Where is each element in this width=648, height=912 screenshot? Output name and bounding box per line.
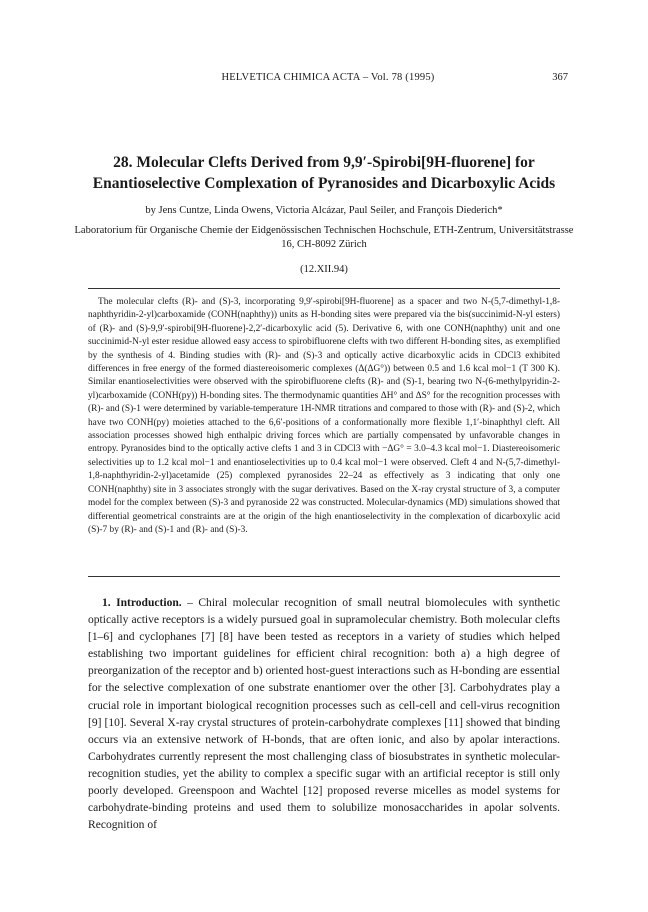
page-number: 367	[552, 72, 568, 83]
introduction-text: – Chiral molecular recognition of small neutral biomolecules with synthetic optically active receptors is a widely pursued goal in supramolecular chemistry. Both molecular clefts [1–6] and cyclophanes [7] [8] have been tested as receptors in a variety of studies which helped establishing two important guidelines for efficient chiral recognition: both a) a high degree of preorganization of the receptor and b) oriented host-guest interactions such as H-bonding are essential for the selective complexation of one substrate enantiomer over the other [3]. Carbohydrates play a crucial role in important biological recognition processes such as cell-cell and cell-virus recognition [9] [10]. Several X-ray crystal structures of protein-carbohydrate complexes [11] showed that binding occurs via an extensive network of H-bonds, that are often ionic, and also by apolar interactions. Carbohydrates currently represent the most challenging class of biosubstrates in synthetic molecular-recognition studies, yet the ability to complex a specific sugar with an artificial receptor is still only poorly developed. Greenspoon and Wachtel [12] proposed reverse micelles as model systems for carbohydrate-binding proteins and used them to solubilize monosaccharides in apolar solvents. Recognition of	[88, 597, 561, 832]
section-heading: 1. Introduction.	[102, 597, 182, 609]
introduction-paragraph	[88, 595, 560, 834]
author-list: by Jens Cuntze, Linda Owens, Victoria Alcázar, Paul Seiler, and François Diederich*	[145, 205, 503, 216]
abstract-bottom-rule	[88, 576, 560, 577]
received-date: (12.XII.94)	[300, 264, 348, 275]
affiliation: Laboratorium für Organische Chemie der Eidgenössischen Technischen Hochschule, ETH-Zentrum, Universitätstrasse 16, CH-8092 Zürich	[74, 225, 574, 250]
abstract-top-rule	[88, 288, 560, 289]
article-title: 28. Molecular Clefts Derived from 9,9′-Spirobi[9H-fluorene] for Enantioselective Complexation of Pyranosides and Dicarboxylic Acids	[92, 154, 556, 192]
abstract: The molecular clefts (R)- and (S)-3, incorporating 9,9′-spirobi[9H-fluorene] as a spacer and two N-(5,7-dimethyl-1,8-naphthyridin-2-yl)carboxamide (CONH(naphthy)) units as H-bonding sites were prepared via the bis(succinimid-N-yl esters) of (R)- and (S)-9,9′-spirobi[9H-fluorene]-2,2′-dicarboxylic acid (5). Derivative 6, with one CONH(naphthy) unit and one succinimid-N-yl ester residue allowed easy access to spirobifluorene clefts with two different H-bonding sites, as exemplified by the synthesis of 4. Binding studies with (R)- and (S)-3 and optically active dicarboxylic acids in CDCl3 exhibited differences in free energy of the formed diastereoisomeric complexes (Δ(ΔG°)) between 0.5 and 1.6 kcal mol−1 (T 300 K). Similar enantioselectivities were observed with the spirobifluorene clefts (R)- and (S)-1, bearing two N-(6-methylpyridin-2-yl)carboxamide (CONH(py)) H-bonding sites. The thermodynamic quantities ΔH° and ΔS° for the recognition processes with (R)- and (S)-1 were determined by variable-temperature 1H-NMR titrations and compared to those with (R)- and (S)-2, which have two CONH(py) moieties attached to the 6,6′-positions of a conformationally more flexible 1,1′-binaphthyl cleft. All association processes showed high enthalpic driving forces which are partially compensated by unfavorable changes in entropy. Pyranosides bind to the optically active clefts 1 and 3 in CDCl3 with −ΔG° = 3.0–4.3 kcal mol−1. Diastereoisomeric selectivities up to 1.2 kcal mol−1 and enantioselectivities up to 0.4 kcal mol−1 were observed. Cleft 4 and N-(5,7-dimethyl-1,8-naphthyridin-2-yl)acetamide (25) complexed pyranosides 22–24 as effectively as 3 indicating that only one CONH(naphthy) site in 3 associates strongly with the sugar derivatives. Based on the X-ray crystal structure of 3, a computer model for the complex between (S)-3 and pyranoside 22 was constructed. Molecular-dynamics (MD) simulations showed that differential geometrical constraints are at the origin of the high enantioselectivity in the complexation of dicarboxylic acid (S)-7 by (R)- and (S)-1 and (R)- and (S)-3.	[88, 297, 560, 535]
running-head: HELVETICA CHIMICA ACTA – Vol. 78 (1995)	[221, 72, 435, 83]
